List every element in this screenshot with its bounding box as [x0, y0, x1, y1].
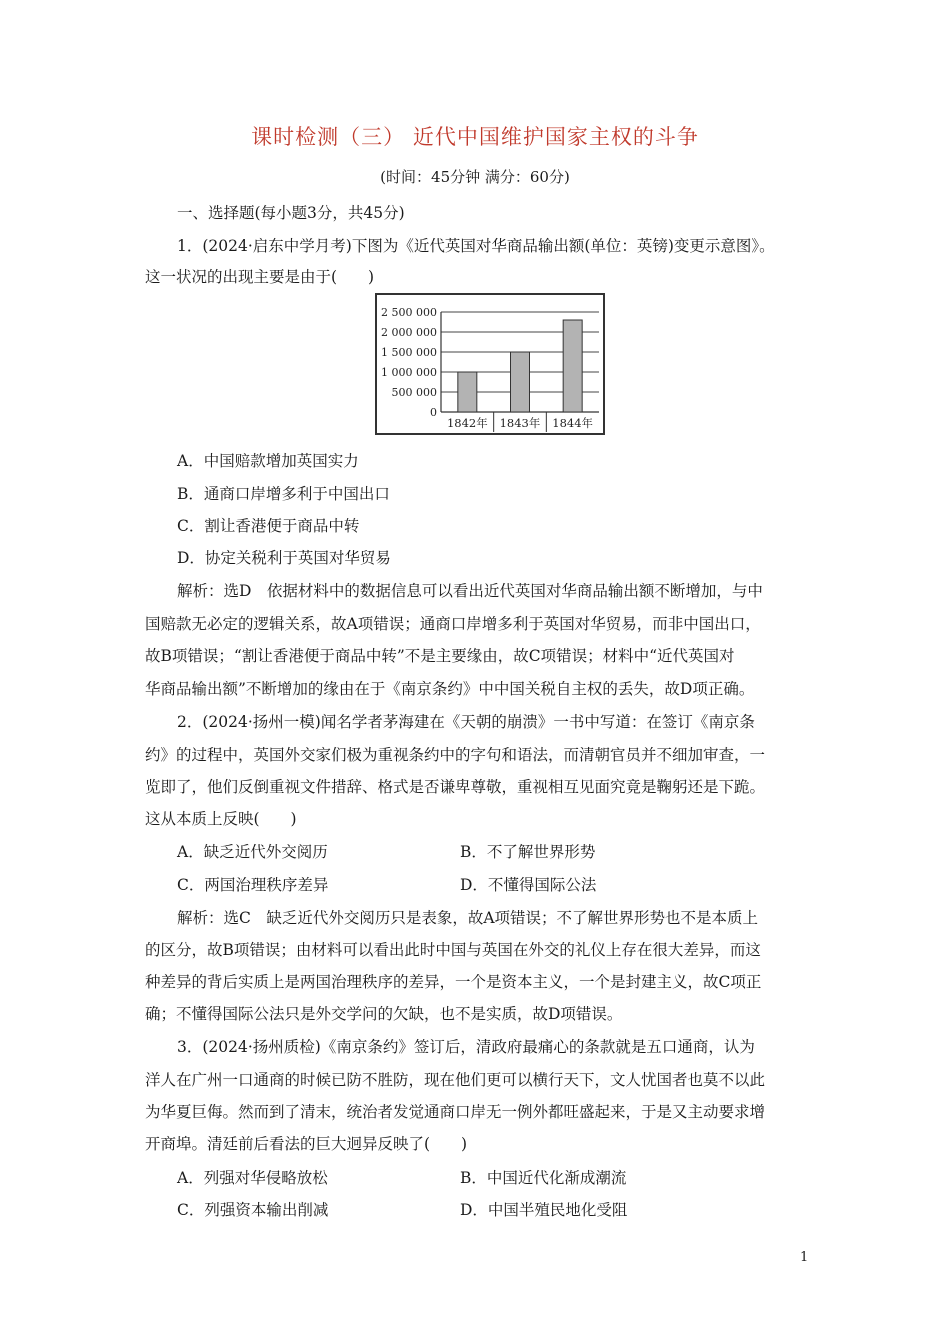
y-tick-label: 1 500 000	[381, 346, 437, 359]
q2-stem-line: 约》的过程中，英国外交家们极为重视条约中的字句和语法，而清朝官员并不细加审查，一	[145, 746, 766, 764]
bar	[563, 320, 582, 412]
q2-option-d: D．不懂得国际公法	[460, 876, 597, 894]
q1-explanation-line: 故B项错误；“割让香港便于商品中转”不是主要缘由，故C项错误；材料中“近代英国对	[145, 647, 735, 665]
x-tick-label: 1844年	[552, 416, 594, 430]
x-tick-label: 1843年	[499, 416, 541, 430]
y-tick-label: 2 000 000	[381, 326, 437, 339]
q2-explanation-line: 种差异的背后实质上是两国治理秩序的差异，一个是资本主义，一个是封建主义，故C项正	[145, 973, 762, 991]
q3-stem-line: 洋人在广州一口通商的时候已防不胜防，现在他们更可以横行天下，文人忧国者也莫不以此	[145, 1071, 766, 1089]
y-tick-label: 0	[430, 406, 437, 419]
section-heading: 一、选择题(每小题3分，共45分)	[177, 204, 405, 222]
q1-stem-line: 1．(2024·启东中学月考)下图为《近代英国对华商品输出额(单位：英镑)变更示意图》。	[177, 237, 775, 255]
y-tick-label: 2 500 000	[381, 306, 437, 319]
page-title: 课时检测（三） 近代中国维护国家主权的斗争	[251, 125, 699, 149]
q3-option-b: B．中国近代化渐成潮流	[460, 1169, 627, 1187]
bar	[458, 372, 477, 412]
x-tick-label: 1842年	[446, 416, 488, 430]
q2-stem-line: 览即了，他们反倒重视文件措辞、格式是否谦卑尊敬，重视相互见面究竟是鞠躬还是下跪。	[145, 778, 766, 796]
q2-stem-line: 这从本质上反映( )	[145, 810, 297, 828]
q3-option-d: D．中国半殖民地化受阻	[460, 1201, 628, 1219]
bar-chart	[375, 293, 605, 435]
q1-explanation-line: 国赔款无必定的逻辑关系，故A项错误；通商口岸增多利于英国对华贸易，而非中国出口，	[145, 615, 761, 633]
y-tick-label: 1 000 000	[381, 366, 437, 379]
page-subtitle: (时间：45分钟 满分：60分)	[380, 168, 570, 186]
q2-explanation-line: 解析：选C 缺乏近代外交阅历只是表象，故A项错误；不了解世界形势也不是本质上	[177, 909, 759, 927]
q1-explanation-line: 解析：选D 依据材料中的数据信息可以看出近代英国对华商品输出额不断增加，与中	[177, 582, 763, 600]
q1-explanation-line: 华商品输出额”不断增加的缘由在于《南京条约》中中国关税自主权的丢失，故D项正确。	[145, 680, 755, 698]
q3-stem-line: 3．(2024·扬州质检)《南京条约》签订后，清政府最痛心的条款就是五口通商，认为	[177, 1038, 755, 1056]
q3-option-a: A．列强对华侵略放松	[177, 1169, 328, 1187]
q3-option-c: C．列强资本输出削减	[177, 1201, 329, 1219]
q1-option-c: C．割让香港便于商品中转	[177, 517, 360, 535]
q3-stem-line: 开商埠。清廷前后看法的巨大迥异反映了( )	[145, 1135, 468, 1153]
q2-explanation-line: 的区分，故B项错误；由材料可以看出此时中国与英国在外交的礼仪上存在很大差异，而这	[145, 941, 761, 959]
bar-chart-svg	[377, 295, 603, 433]
q1-stem-line: 这一状况的出现主要是由于( )	[145, 268, 375, 286]
q2-option-b: B．不了解世界形势	[460, 843, 596, 861]
y-tick-label: 500 000	[391, 386, 437, 399]
q1-option-d: D．协定关税利于英国对华贸易	[177, 549, 391, 567]
q1-option-a: A．中国赔款增加英国实力	[177, 452, 359, 470]
q2-stem-line: 2．(2024·扬州一模)闻名学者茅海建在《天朝的崩溃》一书中写道：在签订《南京条	[177, 713, 755, 731]
q2-option-c: C．两国治理秩序差异	[177, 876, 329, 894]
q2-option-a: A．缺乏近代外交阅历	[177, 843, 328, 861]
q2-explanation-line: 确；不懂得国际公法只是外交学问的欠缺，也不是实质，故D项错误。	[145, 1005, 623, 1023]
page-number: 1	[800, 1250, 809, 1265]
q1-option-b: B．通商口岸增多利于中国出口	[177, 485, 390, 503]
bar	[511, 352, 530, 412]
q3-stem-line: 为华夏巨侮。然而到了清末，统治者发觉通商口岸无一例外都旺盛起来，于是又主动要求增	[145, 1103, 766, 1121]
